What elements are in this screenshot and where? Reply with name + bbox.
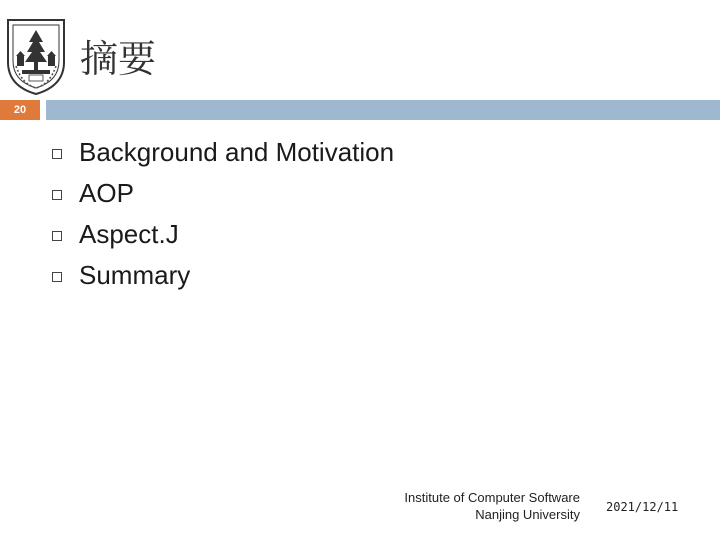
- list-item: [52, 173, 394, 214]
- bullet-list: [52, 132, 394, 296]
- square-bullet-icon: [52, 231, 62, 241]
- bullet-text: Summary: [79, 260, 191, 290]
- square-bullet-icon: [52, 272, 62, 282]
- square-bullet-icon: [52, 190, 62, 200]
- footer-institute-name: Institute of Computer Software: [404, 490, 580, 505]
- slide-title: 摘要: [80, 37, 157, 81]
- list-item: [52, 132, 394, 173]
- title-divider-bar: [46, 100, 720, 120]
- bullet-text: Background and Motivation: [79, 137, 395, 167]
- university-logo: [2, 16, 70, 96]
- footer-university-name: Nanjing University: [475, 507, 580, 522]
- footer-date: 2021/12/11: [606, 500, 679, 514]
- bullet-text: Aspect.J: [79, 219, 179, 249]
- square-bullet-icon: [52, 149, 62, 159]
- nanjing-university-crest-icon: [2, 16, 70, 96]
- footer-institution: [404, 489, 580, 523]
- bullet-text: AOP: [79, 178, 134, 208]
- slide-number: 20: [13, 104, 27, 116]
- list-item: [52, 255, 394, 296]
- list-item: [52, 214, 394, 255]
